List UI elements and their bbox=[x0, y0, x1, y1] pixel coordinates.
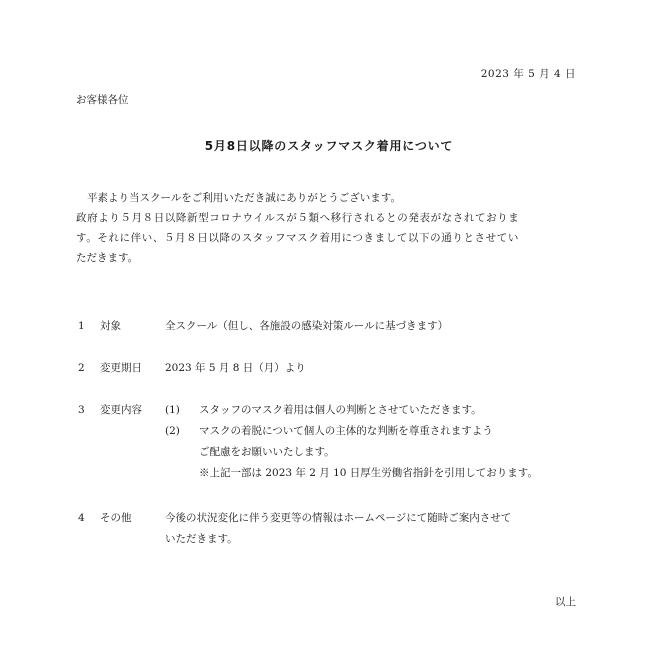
item-label: 変更内容 bbox=[100, 404, 142, 416]
item-content bbox=[165, 508, 511, 550]
intro-line-4: ただきます。 bbox=[76, 252, 139, 264]
item-content bbox=[165, 400, 538, 484]
item-number: 1 bbox=[78, 320, 85, 332]
sub-item-marker: (1) bbox=[165, 404, 180, 416]
sub-item-text: スタッフのマスク着用は個人の判断とさせていただきます。 bbox=[199, 404, 482, 416]
item-content-line-2: いただきます。 bbox=[165, 533, 238, 545]
item-number: 4 bbox=[78, 512, 85, 524]
item-label: 対象 bbox=[100, 320, 121, 332]
sub-item-1 bbox=[165, 400, 538, 421]
item-label: その他 bbox=[100, 512, 132, 524]
item-label: 変更期日 bbox=[100, 362, 142, 374]
sub-item-2-continuation: ご配慮をお願いいたします。 bbox=[199, 446, 335, 458]
item-content: 全スクール（但し、各施設の感染対策ルールに基づきます） bbox=[165, 320, 449, 332]
item-content-line-1: 今後の状況変化に伴う変更等の情報はホームページにて随時ご案内させて bbox=[165, 512, 512, 524]
document-date: 2023 年 5 月 4 日 bbox=[480, 68, 576, 80]
sub-item-2 bbox=[165, 421, 538, 442]
addressee: お客様各位 bbox=[76, 94, 129, 106]
sub-item-text: マスクの着脱について個人の主体的な判断を尊重されますよう bbox=[199, 425, 493, 437]
item-number: 2 bbox=[78, 362, 85, 374]
item-number: 3 bbox=[78, 404, 85, 416]
item-content: 2023 年 5 月 8 日（月）より bbox=[165, 362, 306, 374]
intro-line-3: す。それに伴い、５月８日以降のスタッフマスク着用につきまして以下の通りとさせてい bbox=[76, 232, 519, 244]
sub-item-marker: (2) bbox=[165, 425, 180, 437]
closing-word: 以上 bbox=[555, 596, 576, 608]
intro-line-2: 政府より５月８日以降新型コロナウイルスが５類へ移行されるとの発表がなされておりま bbox=[76, 212, 520, 224]
document-title: 5月8日以降のスタッフマスク着用について bbox=[204, 139, 454, 153]
intro-line-1: 平素より当スクールをご利用いただき誠にありがとうございます。 bbox=[87, 192, 401, 204]
intro-paragraph bbox=[76, 188, 586, 268]
reference-note: ※上記一部は 2023 年 2 月 10 日厚生労働省指針を引用しております。 bbox=[199, 467, 538, 479]
